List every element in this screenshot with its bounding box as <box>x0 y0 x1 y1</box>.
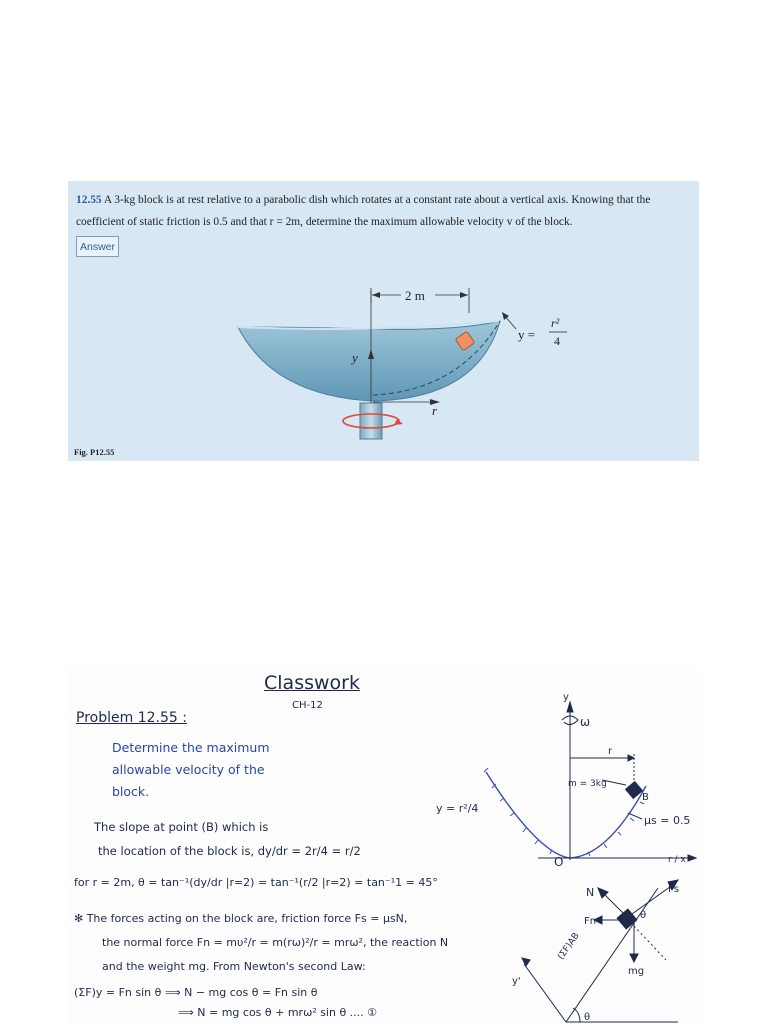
solution-line-7: (ΣF)y = Fn sin θ ⟹ N − mg cos θ = Fn sin θ <box>74 986 318 999</box>
chapter-label: CH-12 <box>292 700 323 711</box>
eq-den: 4 <box>554 334 560 348</box>
svg-text:m = 3kg: m = 3kg <box>568 779 607 789</box>
problem-label: Problem 12.55 : <box>76 710 187 726</box>
eq-num: r² <box>551 316 560 330</box>
solution-line-1: The slope at point (B) which is <box>94 820 269 834</box>
svg-text:θ: θ <box>584 1012 591 1023</box>
solution-line-6: and the weight mg. From Newton's second Law: <box>102 960 366 973</box>
svg-text:mg: mg <box>628 966 645 977</box>
y-axis-label: y <box>352 350 358 365</box>
classwork-notes <box>68 668 698 1024</box>
task-line-1: Determine the maximum <box>112 740 270 755</box>
statement-line-2: coefficient of static friction is 0.5 and that r = 2m, determine the maximum allowable velocity v of the block. <box>76 216 573 228</box>
solution-line-2: the location of the block is, dy/dr = 2r/4 = r/2 <box>98 844 361 858</box>
svg-text:μs = 0.5: μs = 0.5 <box>644 814 691 827</box>
solution-line-5: the normal force Fn = mυ²/r = m(rω)²/r = mrω², the reaction N <box>102 936 449 949</box>
svg-text:Fs: Fs <box>668 884 679 895</box>
solution-line-4: ✻ The forces acting on the block are, friction force Fs = μsN, <box>74 912 408 925</box>
svg-text:Fn: Fn <box>584 916 597 927</box>
hw-parabola <box>486 772 646 858</box>
parabolic-dish-figure <box>68 181 699 461</box>
svg-text:y': y' <box>512 976 521 987</box>
svg-text:y = r²/4: y = r²/4 <box>436 802 479 815</box>
free-body-diagram <box>68 668 698 1024</box>
eq-lhs: y = <box>518 327 536 342</box>
shaft <box>360 403 382 439</box>
answer-button[interactable]: Answer <box>76 236 119 257</box>
svg-text:r / x: r / x <box>668 855 686 865</box>
dim-label: 2 m <box>405 288 425 303</box>
problem-number: 12.55 <box>76 194 102 206</box>
svg-text:y: y <box>563 692 569 703</box>
textbook-problem-card <box>68 181 699 461</box>
classwork-title: Classwork <box>264 672 360 694</box>
task-line-2: allowable velocity of the <box>112 762 265 777</box>
svg-text:ω: ω <box>580 715 591 729</box>
r-axis-label: r <box>432 403 438 418</box>
svg-text:θ: θ <box>640 910 647 921</box>
dish-body <box>238 321 500 401</box>
statement-line-1: A 3-kg block is at rest relative to a parabolic dish which rotates at a constant rate about a vertical axis. Knowing that the <box>101 194 651 206</box>
task-line-3: block. <box>112 784 150 799</box>
solution-line-8: ⟹ N = mg cos θ + mrω² sin θ .... ① <box>178 1006 378 1019</box>
svg-text:O: O <box>554 855 564 869</box>
svg-text:(ΣF)AB: (ΣF)AB <box>556 931 582 962</box>
figure-caption: Fig. P12.55 <box>74 447 115 457</box>
solution-line-3: for r = 2m, θ = tan⁻¹(dy/dr |r=2) = tan⁻¹(r/2 |r=2) = tan⁻¹1 = 45° <box>74 876 438 889</box>
svg-text:r: r <box>608 746 613 757</box>
svg-text:B: B <box>642 792 649 803</box>
svg-text:N: N <box>586 886 595 899</box>
